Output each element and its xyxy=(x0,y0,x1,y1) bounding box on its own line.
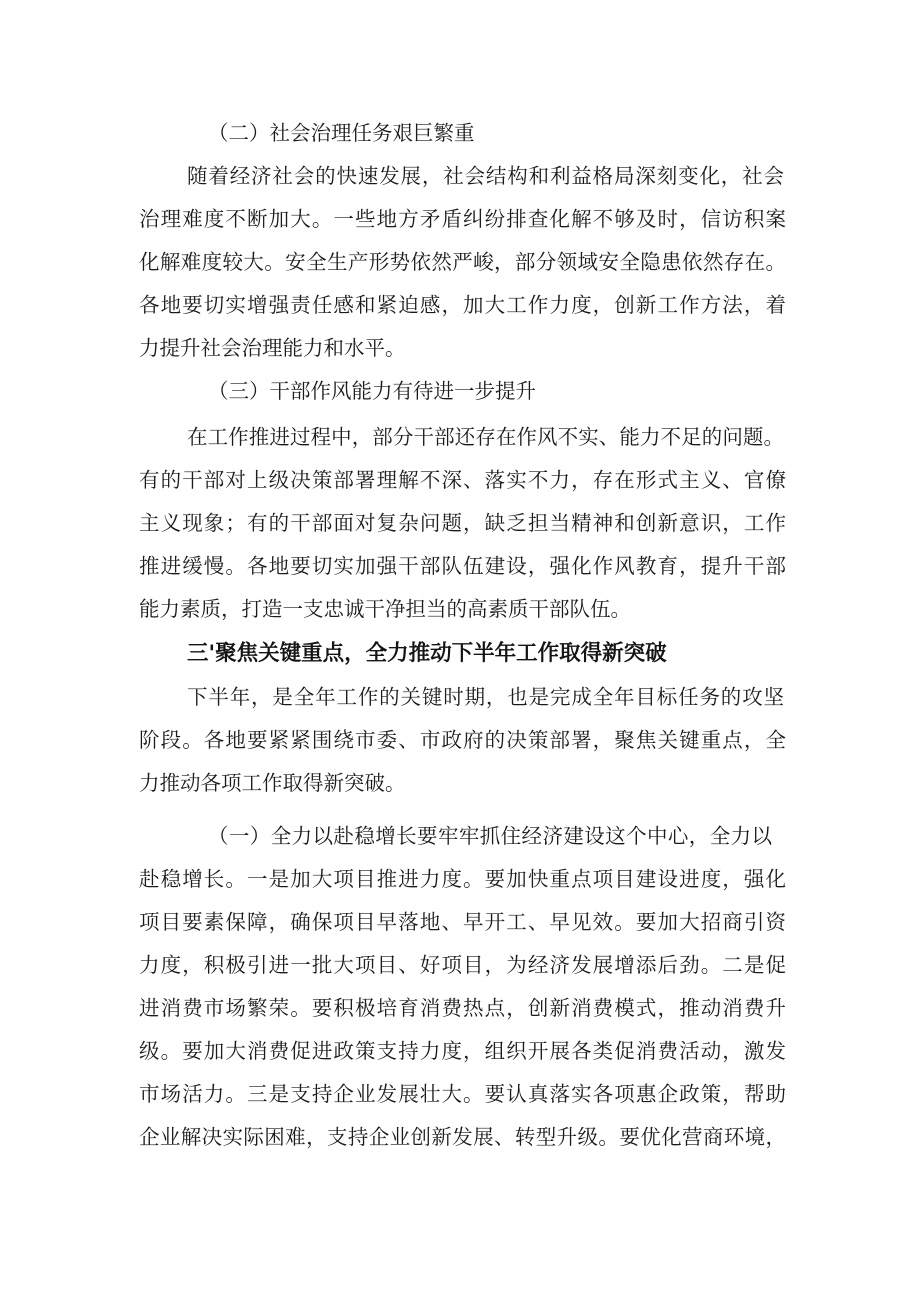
paragraph-line: 化解难度较大。安全生产形势依然严峻，部分领域安全隐患依然存在。 xyxy=(139,250,786,274)
paragraph-line: 随着经济社会的快速发展，社会结构和利益格局深刻变化，社会 xyxy=(187,164,784,188)
paragraph-line: 企业解决实际困难，支持企业创新发展、转型升级。要优化营商环境， xyxy=(139,1125,786,1149)
paragraph-line: 治理难度不断加大。一些地方矛盾纠纷排查化解不够及时，信访积案 xyxy=(139,207,786,231)
paragraph-line: 下半年，是全年工作的关键时期，也是完成全年目标任务的攻坚 xyxy=(187,685,784,709)
paragraph-line: 有的干部对上级决策部署理解不深、落实不力，存在形式主义、官僚 xyxy=(139,468,786,492)
subsection-title-3: （三）干部作风能力有待进一步提升 xyxy=(208,379,536,403)
subsection-title-2: （二）社会治理任务艰巨繁重 xyxy=(208,121,475,145)
paragraph-line: 力度，积极引进一批大项目、好项目，为经济发展增添后劲。二是促 xyxy=(139,953,786,977)
paragraph-line: 进消费市场繁荣。要积极培育消费热点，创新消费模式，推动消费升 xyxy=(139,996,786,1020)
paragraph-line: 市场活力。三是支持企业发展壮大。要认真落实各项惠企政策，帮助 xyxy=(139,1082,786,1106)
paragraph-line: 力推动各项工作取得新突破。 xyxy=(139,771,406,795)
subsection-1-first-line: （一）全力以赴稳增长要牢牢抓住经济建设这个中心，全力以 xyxy=(208,824,772,848)
paragraph-line: 主义现象；有的干部面对复杂问题，缺乏担当精神和创新意识，工作 xyxy=(139,511,786,535)
paragraph-line: 级。要加大消费促进政策支持力度，组织开展各类促消费活动，激发 xyxy=(139,1039,786,1063)
paragraph-line: 推进缓慢。各地要切实加强干部队伍建设，强化作风教育，提升干部 xyxy=(139,554,786,578)
paragraph-line: 赴稳增长。一是加大项目推进力度。要加快重点项目建设进度，强化 xyxy=(139,867,786,891)
paragraph-line: 项目要素保障，确保项目早落地、早开工、早见效。要加大招商引资 xyxy=(139,910,786,934)
paragraph-line: 阶段。各地要紧紧围绕市委、市政府的决策部署，聚焦关键重点，全 xyxy=(139,728,786,752)
paragraph-line: 力提升社会治理能力和水平。 xyxy=(139,336,406,360)
section-heading-3: 三'聚焦关键重点，全力推动下半年工作取得新突破 xyxy=(187,641,667,666)
paragraph-line: 各地要切实增强责任感和紧迫感，加大工作力度，创新工作方法，着 xyxy=(139,293,786,317)
paragraph-line: 在工作推进过程中，部分干部还存在作风不实、能力不足的问题。 xyxy=(187,425,784,449)
paragraph-line: 能力素质，打造一支忠诚干净担当的高素质干部队伍。 xyxy=(139,597,631,621)
